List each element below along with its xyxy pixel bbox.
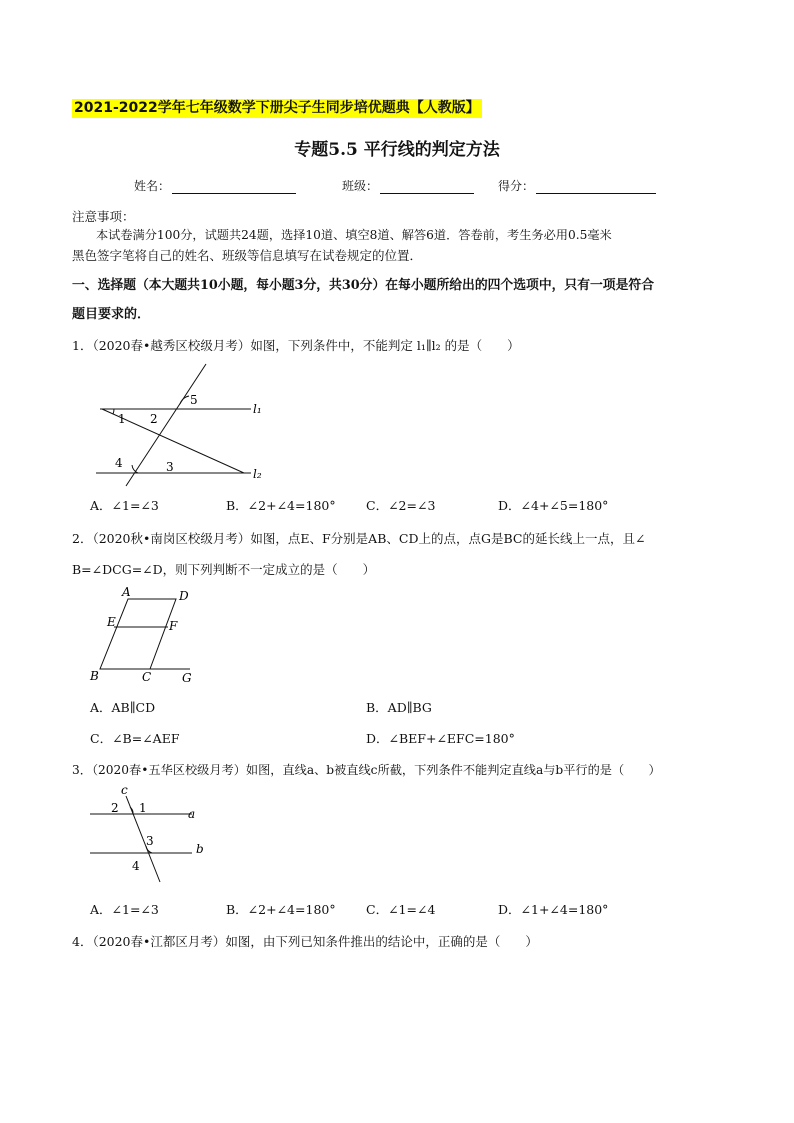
fig1-label-l1: l₁ [253, 402, 262, 416]
fig3-label-4: 4 [132, 859, 140, 873]
name-label: 姓名： [134, 179, 171, 193]
question-2-stem-line-1: 2．（2020秋•南岗区校级月考）如图，点E、F分别是AB、CD上的点，点G是BC的延长线上一点，且∠ [72, 531, 646, 546]
question-2-stem-line-2: B=∠DCG=∠D，则下列判断不一定成立的是（ ） [72, 562, 376, 577]
fig1-label-5: 5 [190, 393, 198, 407]
fig1-label-2: 2 [150, 412, 158, 426]
class-field[interactable] [342, 177, 474, 194]
question-3-stem: 3．（2020春•五华区校级月考）如图，直线a、b被直线c所截，下列条件不能判定直线a与b平行的是（ ） [72, 763, 661, 777]
q2-option-b[interactable]: B．AD∥BG [366, 700, 432, 715]
question-2-figure [84, 584, 214, 688]
fig3-label-c: c [121, 784, 128, 797]
section-heading-line-1: 一、选择题（本大题共10小题，每小题3分，共30分）在每小题所给出的四个选项中，只有一项是符合 [72, 278, 654, 293]
series-banner: 2021-2022学年七年级数学下册尖子生同步培优题典【人教版】 [74, 100, 480, 116]
fig2-label-e: E [107, 615, 116, 629]
notes-line-1: 本试卷满分100分，试题共24题，选择10道、填空8道、解答6道．答卷前，考生务必用0.5毫米 [96, 228, 612, 242]
q1-option-a[interactable]: A．∠1=∠3 [90, 498, 159, 513]
q3-option-c[interactable]: C．∠1=∠4 [366, 902, 436, 917]
fig3-label-3: 3 [146, 834, 154, 848]
fig3-label-2: 2 [111, 801, 119, 815]
question-3-figure [86, 784, 216, 884]
section-heading-line-2: 题目要求的． [72, 307, 151, 322]
fig2-label-a: A [122, 585, 131, 599]
parallelogram [100, 599, 176, 669]
fig2-label-b: B [90, 669, 99, 683]
notes-line-2: 黑色签字笔将自己的姓名、班级等信息填写在试卷规定的位置． [72, 248, 423, 263]
fig2-label-f: F [169, 619, 178, 633]
question-1-stem: 1．（2020春•越秀区校级月考）如图，下列条件中，不能判定 l₁∥l₂ 的是（ ） [72, 338, 520, 353]
class-label: 班级： [342, 179, 379, 193]
q1-option-c[interactable]: C．∠2=∠3 [366, 498, 436, 513]
question-4-stem: 4．（2020春•江都区月考）如图，由下列已知条件推出的结论中，正确的是（ ） [72, 934, 538, 949]
fig1-label-l2: l₂ [253, 467, 262, 481]
question-1-figure [88, 360, 288, 488]
q3-option-d[interactable]: D．∠1+∠4=180° [498, 902, 609, 917]
q1-option-d[interactable]: D．∠4+∠5=180° [498, 498, 609, 513]
fig3-label-b: b [196, 842, 204, 856]
page-title: 专题5.5 平行线的判定方法 [294, 140, 500, 160]
score-field[interactable] [498, 177, 656, 194]
score-blank[interactable] [536, 181, 656, 194]
fig2-label-d: D [179, 589, 189, 603]
name-blank[interactable] [172, 181, 296, 194]
fig2-label-c: C [142, 670, 152, 684]
q2-option-d[interactable]: D．∠BEF+∠EFC=180° [366, 731, 515, 746]
fig3-label-a: a [188, 807, 196, 821]
notes-heading: 注意事项： [72, 209, 135, 224]
q3-option-b[interactable]: B．∠2+∠4=180° [226, 902, 336, 917]
fig3-label-1: 1 [139, 801, 147, 815]
fig1-label-3: 3 [166, 460, 174, 474]
fig1-label-1: 1 [118, 412, 126, 426]
q1-option-b[interactable]: B．∠2+∠4=180° [226, 498, 336, 513]
class-blank[interactable] [380, 181, 474, 194]
q3-option-a[interactable]: A．∠1=∠3 [90, 902, 159, 917]
fig1-label-4: 4 [115, 456, 123, 470]
fig2-label-g: G [182, 671, 192, 685]
q2-option-a[interactable]: A．AB∥CD [90, 700, 156, 715]
name-field[interactable] [134, 177, 296, 194]
q2-option-c[interactable]: C．∠B=∠AEF [90, 731, 180, 746]
score-label: 得分： [498, 179, 535, 193]
